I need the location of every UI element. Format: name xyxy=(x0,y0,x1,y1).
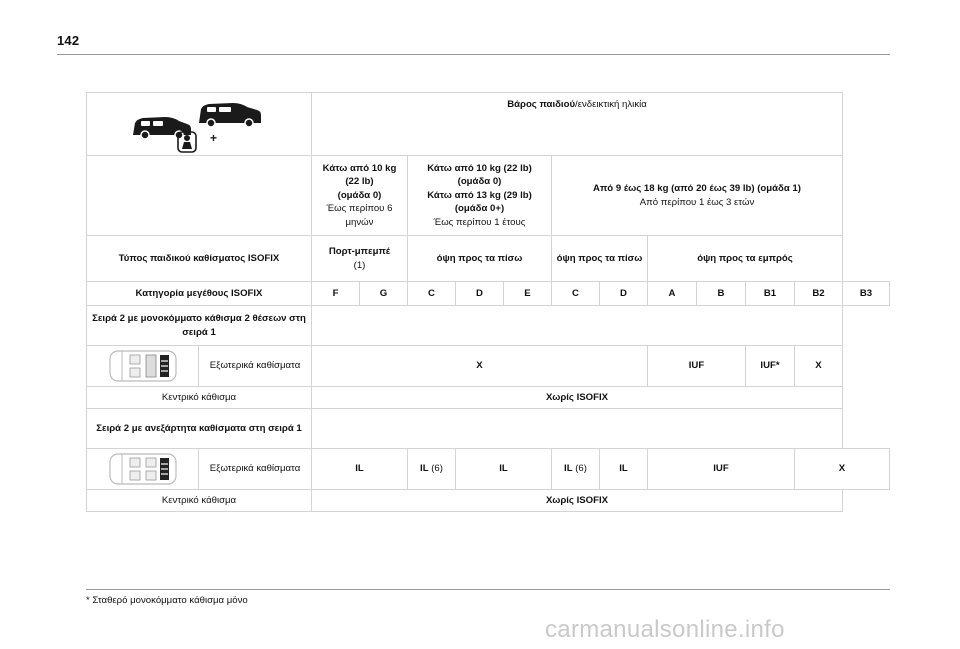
empty-cell xyxy=(87,156,312,236)
value-cell: IUF xyxy=(648,449,795,490)
central-seat-label: Κεντρικό κάθισμα xyxy=(87,387,312,409)
value-cell: IL (6) xyxy=(408,449,456,490)
central-seat-label: Κεντρικό κάθισμα xyxy=(87,490,312,512)
isofix-table xyxy=(86,92,890,512)
value-cell: IUF* xyxy=(746,346,795,387)
size-cell: C xyxy=(552,282,600,306)
empty-cell xyxy=(312,409,843,449)
size-cell: B xyxy=(697,282,746,306)
row2-independent-label: Σειρά 2 με ανεξάρτητα καθίσματα στη σειρά 1 xyxy=(87,409,312,449)
watermark[interactable]: carmanualsonline.info xyxy=(545,616,785,643)
page-number: 142 xyxy=(57,33,80,48)
size-cell: B2 xyxy=(795,282,843,306)
footnote: * Σταθερό μονοκόμματο κάθισμα μόνο xyxy=(86,595,248,606)
type-carrycot: Πορτ-μπεμπέ (1) xyxy=(312,236,408,282)
outer-seats-label: Εξωτερικά καθίσματα xyxy=(199,346,312,387)
value-cell: Χωρίς ISOFIX xyxy=(312,490,843,512)
value-cell: IL xyxy=(456,449,552,490)
value-cell: X xyxy=(795,346,843,387)
value-cell: X xyxy=(795,449,890,490)
value-cell: X xyxy=(312,346,648,387)
seat-layout-cell xyxy=(87,346,199,387)
seat-layout-icon xyxy=(108,451,178,487)
weight-header: Βάρος παιδιού/ενδεικτική ηλικία xyxy=(312,93,843,156)
header-rule xyxy=(57,54,890,55)
empty-cell xyxy=(312,306,843,346)
size-cell: F xyxy=(312,282,360,306)
size-cell: B1 xyxy=(746,282,795,306)
seat-layout-icon xyxy=(108,348,178,384)
value-cell: IL xyxy=(600,449,648,490)
group-1-cell: Από 9 έως 18 kg (από 20 έως 39 lb) (ομάδα 1) Από περίπου 1 έως 3 ετών xyxy=(552,156,843,236)
size-cell: A xyxy=(648,282,697,306)
footnote-rule xyxy=(86,589,890,590)
type-label: Τύπος παιδικού καθίσματος ISOFIX xyxy=(87,236,312,282)
type-rear-facing: όψη προς τα πίσω xyxy=(408,236,552,282)
group-0-cell: Κάτω από 10 kg (22 lb) (ομάδα 0) Έως περίπου 6 μηνών xyxy=(312,156,408,236)
value-cell: IL xyxy=(312,449,408,490)
seat-layout-cell xyxy=(87,449,199,490)
size-cell: D xyxy=(600,282,648,306)
group-0plus-cell: Κάτω από 10 kg (22 lb) (ομάδα 0) Κάτω από 13 kg (29 lb) (ομάδα 0+) Έως περίπου 1 έτους xyxy=(408,156,552,236)
value-cell: IUF xyxy=(648,346,746,387)
type-forward-facing: όψη προς τα εμπρός xyxy=(648,236,843,282)
value-cell: Χωρίς ISOFIX xyxy=(312,387,843,409)
svg-text:+: + xyxy=(210,131,218,145)
outer-seats-label: Εξωτερικά καθίσματα xyxy=(199,449,312,490)
size-cell: D xyxy=(456,282,504,306)
type-rear-facing-2: όψη προς τα πίσω xyxy=(552,236,648,282)
size-cell: C xyxy=(408,282,456,306)
size-cell: B3 xyxy=(843,282,890,306)
row2-fixed-label: Σειρά 2 με μονοκόμματο κάθισμα 2 θέσεων στη σειρά 1 xyxy=(87,306,312,346)
size-cell: G xyxy=(360,282,408,306)
size-label: Κατηγορία μεγέθους ISOFIX xyxy=(87,282,312,306)
size-cell: E xyxy=(504,282,552,306)
value-cell: IL (6) xyxy=(552,449,600,490)
vehicle-icons-cell xyxy=(87,93,312,156)
